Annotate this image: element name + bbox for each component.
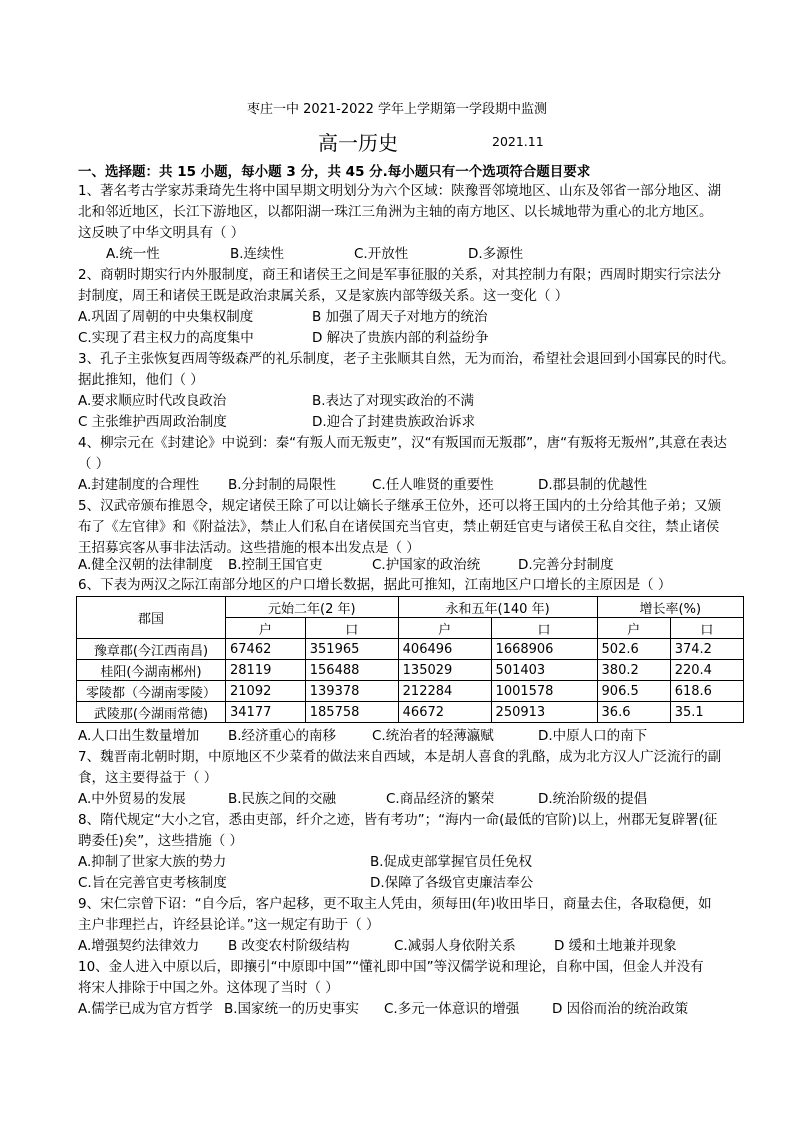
exam-school-line: 枣庄一中 2021-2022 学年上学期第一学段期中监测: [246, 102, 548, 117]
table-cell: 618.6: [670, 681, 743, 702]
table-cell-county: 豫章郡(今江西南昌): [77, 639, 226, 660]
q9-line-2: 主户非理拦占，许经县论详。”这一规定有助于（ ）: [78, 917, 380, 933]
table-cell: 35.1: [670, 702, 743, 723]
q6-option-c[interactable]: C.统治者的轻薄瀛赋: [372, 728, 494, 744]
table-subheader-kou: 口: [491, 618, 597, 639]
table-header-row: [77, 597, 744, 618]
q8-option-d[interactable]: D.保障了各级官吏廉洁奉公: [370, 875, 534, 891]
section-title: 一、选择题：共 15 小题，每小题 3 分，共 45 分.每小题只有一个选项符合题目要求: [78, 164, 591, 180]
q9-option-b[interactable]: B 改变农村阶级结构: [228, 938, 350, 954]
table-cell: 1001578: [491, 681, 597, 702]
q5-option-a[interactable]: A.健全汉朝的法律制度: [78, 557, 213, 573]
q4-options: [78, 475, 758, 496]
q10-option-b[interactable]: B.国家统一的历史事实: [224, 1001, 360, 1017]
q1-option-d[interactable]: D.多源性: [468, 246, 524, 262]
table-cell: 220.4: [670, 660, 743, 681]
q10-line-1: 10、金人进入中原以后，即攘引“中原即中国”“懂礼即中国”等汉儒学说和理论，自称中国，但金人并没有: [78, 959, 704, 975]
table-header-year-2: 元始二年(2 年): [226, 597, 399, 618]
table-subheader-hu: 户: [597, 618, 670, 639]
table-cell: 501403: [491, 660, 597, 681]
table-cell: 34177: [226, 702, 306, 723]
q4-option-a[interactable]: A.封建制度的合理性: [78, 477, 200, 493]
table-subheader-kou: 口: [670, 618, 743, 639]
table-header-year-140: 永和五年(140 年): [398, 597, 597, 618]
table-cell: 250913: [491, 702, 597, 723]
q2-option-c[interactable]: C.实现了君主权力的高度集中: [78, 330, 254, 346]
q2-option-b[interactable]: B 加强了周天子对地方的统治: [312, 309, 488, 325]
q5-option-b[interactable]: B.控制王国官吏: [228, 557, 323, 573]
table-header-county: 郡国: [77, 597, 226, 639]
q6-option-d[interactable]: D.中原人口的南下: [538, 728, 648, 744]
table-cell: 374.2: [670, 639, 743, 660]
q10-options: [78, 999, 758, 1020]
q8-line-2: 聘委任)矣”，这些措施（ ）: [78, 833, 244, 849]
q2-line-1: 2、商朝时期实行内外服制度，商王和诸侯王之间是军事征服的关系，对其控制力有限；西周时期实行宗法分: [78, 267, 722, 283]
table-cell: 406496: [398, 639, 491, 660]
q1-line-1: 1、著名考古学家苏秉琦先生将中国早期文明划分为六个区域：陕豫晋邻境地区、山东及邻省一部分地区、湖: [78, 183, 722, 199]
q3-line-2: 据此推知，他们（ ）: [78, 372, 204, 388]
table-cell: 156488: [305, 660, 398, 681]
table-subheader-kou: 口: [305, 618, 398, 639]
table-row: [77, 660, 744, 681]
q7-option-c[interactable]: C.商品经济的繁荣: [386, 791, 495, 807]
q7-option-d[interactable]: D.统治阶级的提倡: [538, 791, 648, 807]
q3-line-1: 3、孔子主张恢复西周等级森严的礼乐制度，老子主张顺其自然，无为而治，希望社会退回到小国寡民的时代。: [78, 351, 735, 367]
table-cell: 67462: [226, 639, 306, 660]
table-cell-county: 武陵那(今湖雨常德): [77, 702, 226, 723]
q9-option-a[interactable]: A.增强契约法律效力: [78, 938, 200, 954]
exam-date: 2021.11: [492, 134, 544, 149]
q5-line-2: 布了《左官律》和《附益法》，禁止人们私自在诸侯国充当官吏，禁止朝廷官吏与诸侯王私自交往，禁止诸侯: [78, 519, 720, 535]
q7-options: [78, 789, 758, 810]
q4-line-1: 4、柳宗元在《封建论》中说到：秦“有叛人而无叛吏”，汉“有叛国而无叛郡”，唐“有叛将无叛州”,其意在表达: [78, 435, 727, 451]
q2-options-row-2: [78, 328, 758, 349]
table-cell: 28119: [226, 660, 306, 681]
q3-option-d[interactable]: D.迎合了封建贵族政治诉求: [312, 414, 476, 430]
population-table: [76, 596, 744, 723]
q7-line-2: 食，这主要得益于（ ）: [78, 770, 218, 786]
q8-option-c[interactable]: C.旨在完善官吏考核制度: [78, 875, 227, 891]
q3-options-row-1: [78, 391, 758, 412]
q10-line-2: 将宋人排除于中国之外。这体现了当时（ ）: [78, 980, 339, 996]
q1-options: [78, 244, 758, 265]
table-cell: 906.5: [597, 681, 670, 702]
q1-line-2: 北和邻近地区，长江下游地区，以都阳湖一珠江三角洲为主轴的南方地区、以长城地带为重心的北方地区。: [78, 204, 713, 220]
q5-line-3: 王招募宾客从事非法活动。这些措施的根本出发点是（ ）: [78, 540, 420, 556]
q4-option-b[interactable]: B.分封制的局限性: [228, 477, 337, 493]
q6-options: [78, 726, 758, 747]
q3-option-a[interactable]: A.要求顺应时代改良政治: [78, 393, 227, 409]
table-cell: 139378: [305, 681, 398, 702]
table-cell: 380.2: [597, 660, 670, 681]
q5-line-1: 5、汉武帝颁布推恩令，规定诸侯王除了可以让嫡长子继承王位外，还可以将王国内的土分给其他子弟；又颁: [78, 498, 722, 514]
table-cell: 135029: [398, 660, 491, 681]
table-row: [77, 702, 744, 723]
q1-option-a[interactable]: A.统一性: [106, 246, 160, 262]
q4-line-2: （ ）: [78, 456, 110, 472]
q6-option-b[interactable]: B.经济重心的南移: [228, 728, 337, 744]
exam-subject-title: 高一历史: [318, 131, 398, 155]
q5-option-c[interactable]: C.护国家的政治统: [372, 557, 481, 573]
q4-option-d[interactable]: D.郡县制的优越性: [538, 477, 648, 493]
q3-option-b[interactable]: B.表达了对现实政治的不满: [312, 393, 475, 409]
q7-option-a[interactable]: A.中外贸易的发展: [78, 791, 186, 807]
table-cell: 21092: [226, 681, 306, 702]
q1-option-b[interactable]: B.连续性: [230, 246, 285, 262]
table-row: [77, 681, 744, 702]
q3-option-c[interactable]: C 主张维护西周政治制度: [78, 414, 227, 430]
table-cell-county: 桂阳(今湖南郴州): [77, 660, 226, 681]
q2-line-2: 封制度，周王和诸侯王既是政治隶属关系，又是家族内部等级关系。这一变化（ ）: [78, 288, 569, 304]
q7-option-b[interactable]: B.民族之间的交融: [228, 791, 337, 807]
q8-line-1: 8、隋代规定“大小之官，悉由吏部，纤介之迹，皆有考功”；“海内一命(最低的官阶)以上，州郡无复辟署(征: [78, 812, 718, 828]
table-subheader-hu: 户: [226, 618, 306, 639]
table-cell: 185758: [305, 702, 398, 723]
table-cell: 36.6: [597, 702, 670, 723]
table-subheader-hu: 户: [398, 618, 491, 639]
table-header-growth-rate: 增长率(%): [597, 597, 743, 618]
q5-option-d[interactable]: D.完善分封制度: [518, 557, 614, 573]
table-cell: 46672: [398, 702, 491, 723]
table-cell: 1668906: [491, 639, 597, 660]
q7-line-1: 7、魏晋南北朝时期，中原地区不少菜肴的做法来自西域，本是胡人喜食的乳酪，成为北方汉人广泛流行的副: [78, 749, 722, 765]
q8-options-row-2: [78, 873, 758, 894]
table-cell-county: 零陵都（今湖南零陵）: [77, 681, 226, 702]
q10-option-c[interactable]: C.多元一体意识的增强: [384, 1001, 520, 1017]
q5-options: [78, 555, 758, 576]
q8-option-a[interactable]: A.抑制了世家大族的势力: [78, 854, 227, 870]
q3-options-row-2: [78, 412, 758, 433]
q6-line-1: 6、下表为两汉之际江南部分地区的户口增长数据，据此可推知，江南地区户口增长的主原因是（ ）: [78, 577, 672, 593]
q9-options: [78, 936, 758, 957]
q8-option-b[interactable]: B.促成吏部掌握官员任免权: [370, 854, 533, 870]
q2-option-d[interactable]: D 解决了贵族内部的利益纷争: [312, 330, 489, 346]
q9-option-d[interactable]: D 缓和土地兼并现象: [554, 938, 677, 954]
table-cell: 212284: [398, 681, 491, 702]
q10-option-a[interactable]: A.儒学已成为官方哲学: [78, 1001, 213, 1017]
q2-option-a[interactable]: A.巩固了周朝的中央集权制度: [78, 309, 254, 325]
q9-line-1: 9、宋仁宗曾下诏：“自今后，客户起移，更不取主人凭由，须每田(年)收田毕日，商量去住，各取稳便，如: [78, 896, 712, 912]
table-row: [77, 639, 744, 660]
q8-options-row-1: [78, 852, 758, 873]
q1-option-c[interactable]: C.开放性: [354, 246, 409, 262]
q10-option-d[interactable]: D 因俗而治的统治政策: [552, 1001, 689, 1017]
table-cell: 502.6: [597, 639, 670, 660]
q9-option-c[interactable]: C.减弱人身依附关系: [394, 938, 516, 954]
q1-line-3: 这反映了中华文明具有（ ）: [78, 225, 245, 241]
q6-option-a[interactable]: A.人口出生数量增加: [78, 728, 200, 744]
table-cell: 351965: [305, 639, 398, 660]
q2-options-row-1: [78, 307, 758, 328]
q4-option-c[interactable]: C.任人唯贤的重要性: [372, 477, 494, 493]
